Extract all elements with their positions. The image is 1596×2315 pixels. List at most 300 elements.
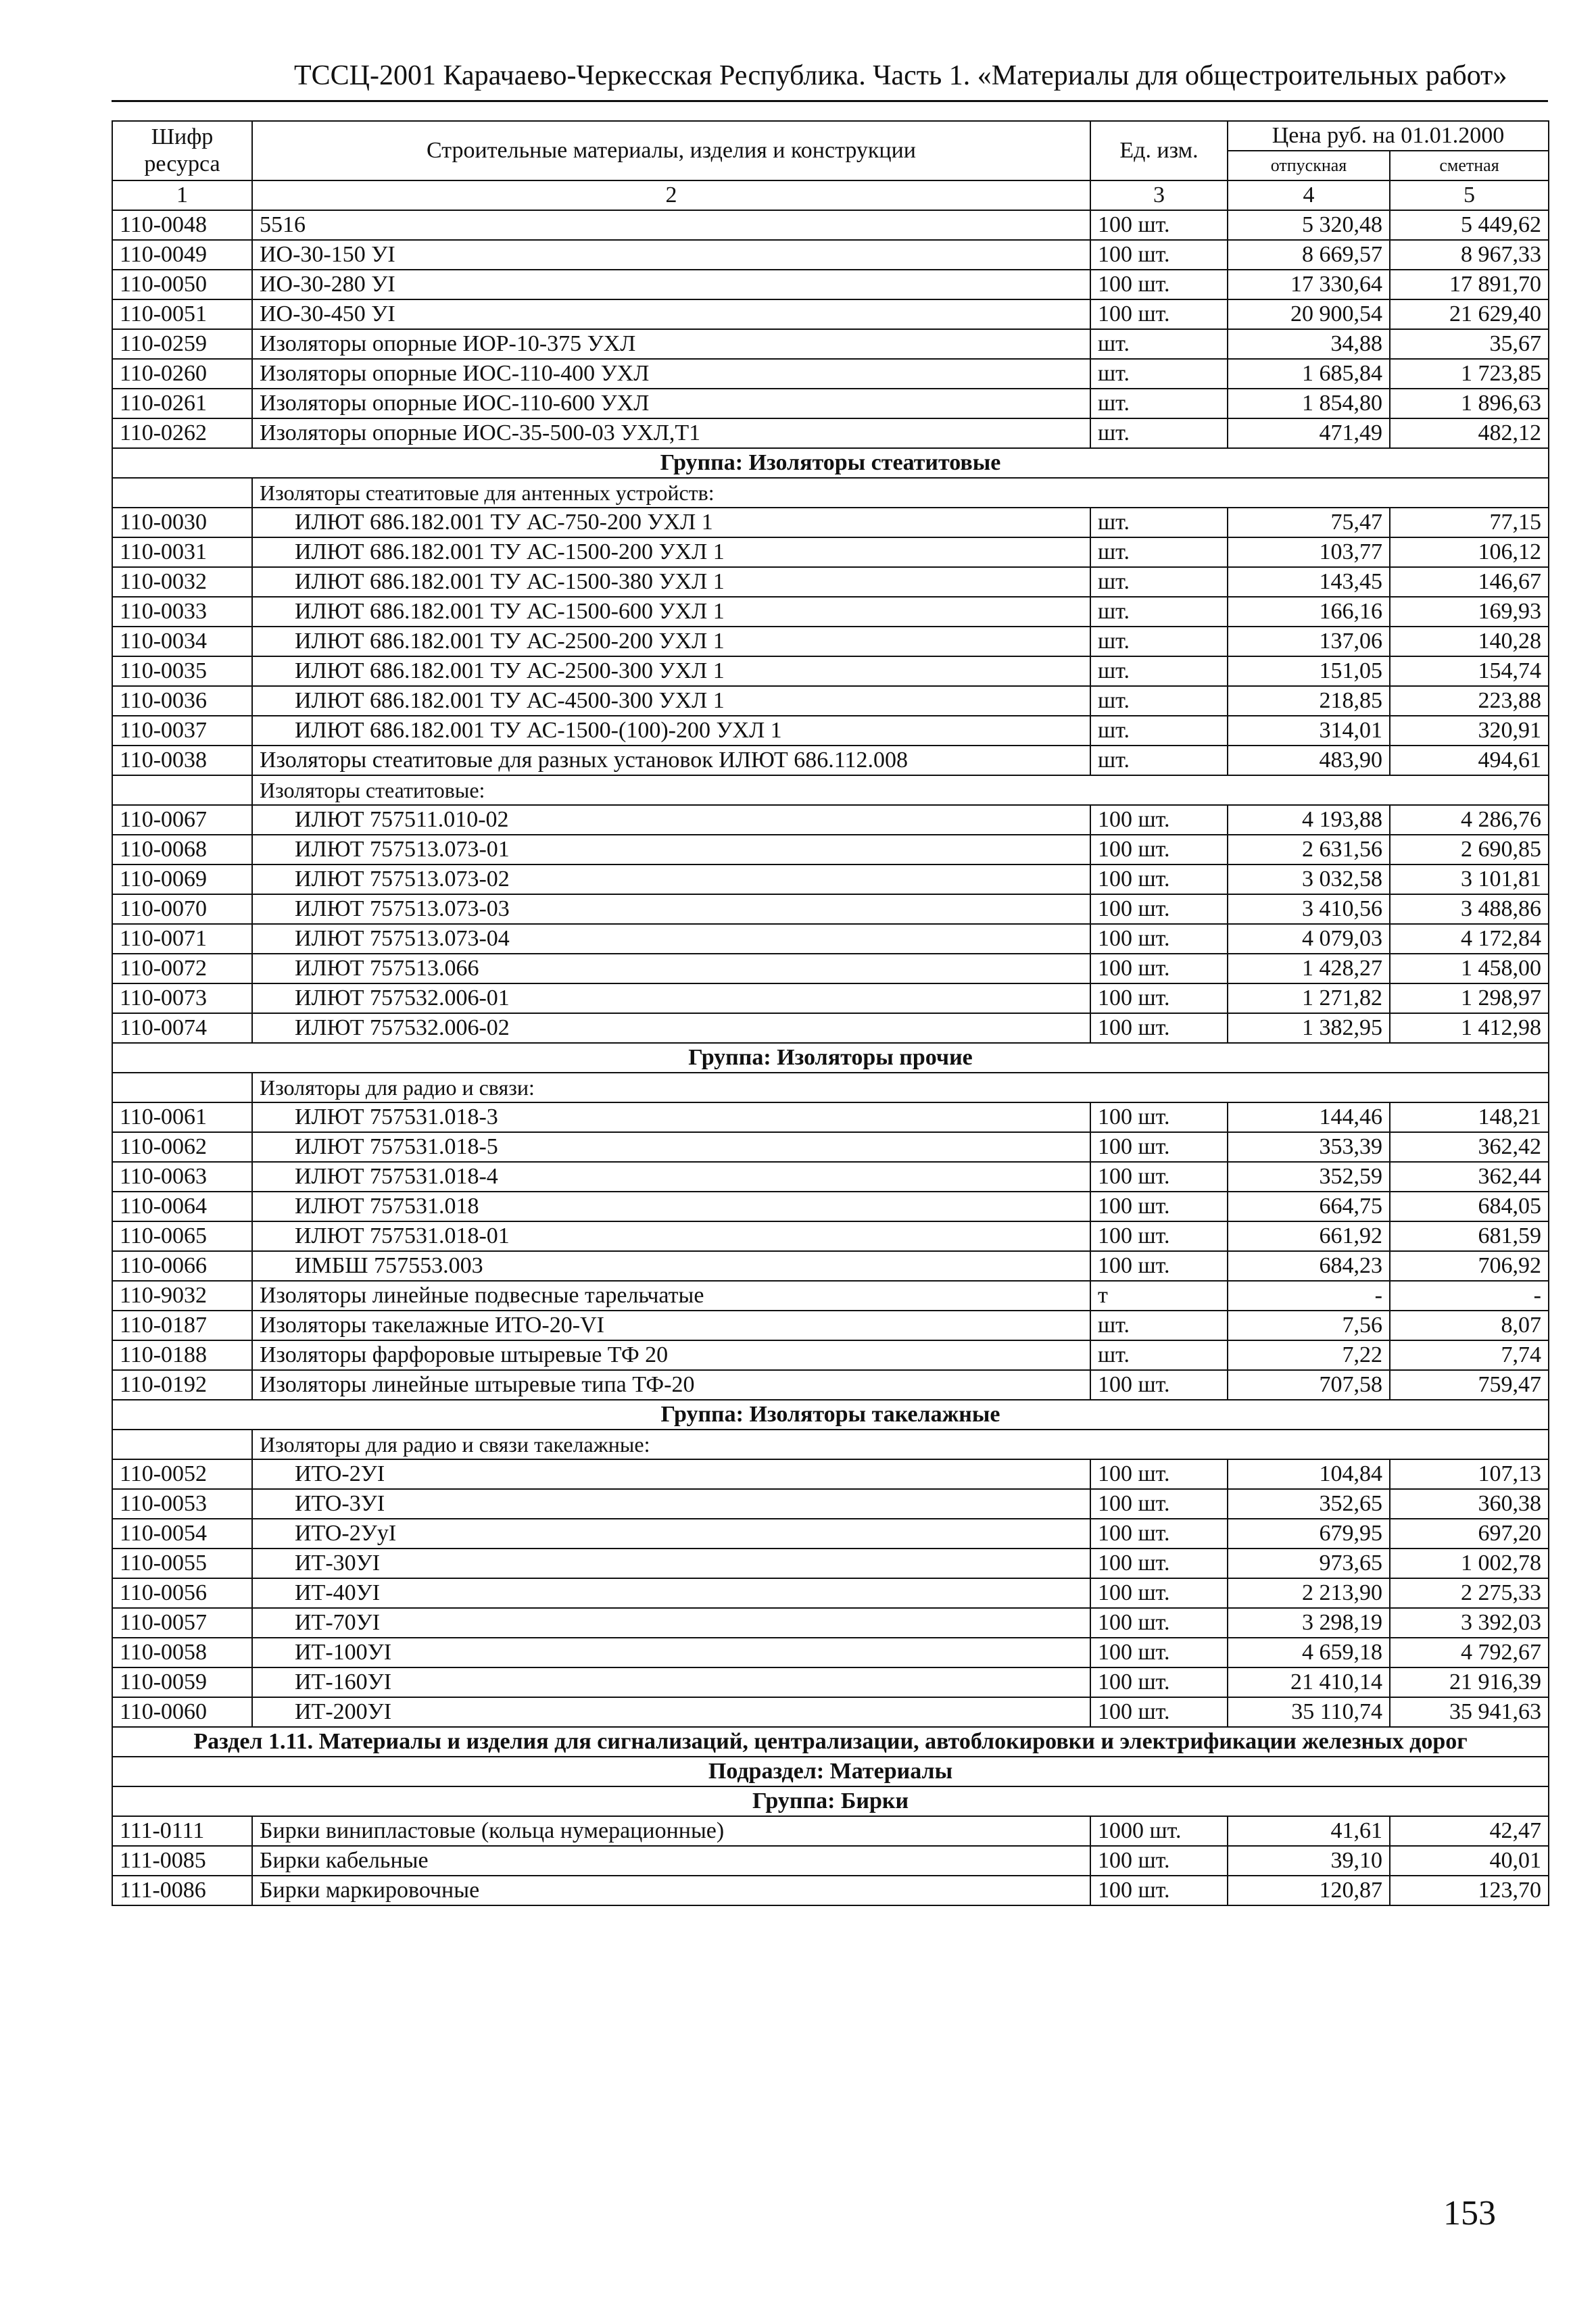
release-price: 5 320,48: [1228, 210, 1390, 240]
release-price: 39,10: [1228, 1846, 1390, 1876]
unit-cell: 100 шт.: [1090, 210, 1228, 240]
estimate-price: 706,92: [1390, 1251, 1549, 1281]
release-price: 151,05: [1228, 656, 1390, 686]
resource-code: 110-0057: [112, 1608, 252, 1638]
resource-code: 110-0054: [112, 1519, 252, 1549]
release-price: 1 271,82: [1228, 983, 1390, 1013]
estimate-price: 3 101,81: [1390, 864, 1549, 894]
unit-cell: шт.: [1090, 418, 1228, 448]
release-price: 1 854,80: [1228, 389, 1390, 418]
material-name: ИЛЮТ 686.182.001 ТУ АС-2500-200 УХЛ 1: [252, 627, 1090, 656]
table-row: [112, 983, 1549, 1013]
estimate-price: 40,01: [1390, 1846, 1549, 1876]
unit-cell: 100 шт.: [1090, 1549, 1228, 1578]
release-price: -: [1228, 1281, 1390, 1311]
release-price: 1 382,95: [1228, 1013, 1390, 1043]
resource-code: 110-0072: [112, 954, 252, 983]
material-name: ИЛЮТ 757532.006-01: [252, 983, 1090, 1013]
material-name: Бирки кабельные: [252, 1846, 1090, 1876]
unit-cell: 100 шт.: [1090, 835, 1228, 864]
estimate-price: 21 916,39: [1390, 1667, 1549, 1697]
release-price: 4 659,18: [1228, 1638, 1390, 1667]
resource-code: 110-0038: [112, 746, 252, 775]
material-name: ИТ-200УI: [252, 1697, 1090, 1727]
estimate-price: 5 449,62: [1390, 210, 1549, 240]
material-name: ИТ-40УI: [252, 1578, 1090, 1608]
estimate-price: 77,15: [1390, 508, 1549, 537]
table-row: [112, 1132, 1549, 1162]
unit-cell: 100 шт.: [1090, 1608, 1228, 1638]
unit-cell: т: [1090, 1281, 1228, 1311]
group-note-row: [112, 1430, 1549, 1459]
unit-cell: шт.: [1090, 567, 1228, 597]
group-title-row: [112, 1786, 1549, 1816]
table-row: [112, 1846, 1549, 1876]
release-price: 7,22: [1228, 1340, 1390, 1370]
unit-cell: 100 шт.: [1090, 864, 1228, 894]
group-title: Группа: Бирки: [112, 1786, 1549, 1816]
table-row: [112, 805, 1549, 835]
unit-cell: 100 шт.: [1090, 299, 1228, 329]
table-row: [112, 1667, 1549, 1697]
unit-cell: 100 шт.: [1090, 1221, 1228, 1251]
price-table: [112, 120, 1549, 1906]
material-name: ИТ-160УI: [252, 1667, 1090, 1697]
group-note: Изоляторы для радио и связи:: [252, 1073, 1549, 1102]
estimate-price: 362,42: [1390, 1132, 1549, 1162]
colnum-3: 3: [1090, 180, 1228, 210]
table-row: [112, 1816, 1549, 1846]
unit-cell: шт.: [1090, 716, 1228, 746]
table-row: [112, 864, 1549, 894]
resource-code: 110-0030: [112, 508, 252, 537]
table-row: [112, 1459, 1549, 1489]
material-name: ИТО-2УуI: [252, 1519, 1090, 1549]
estimate-price: 107,13: [1390, 1459, 1549, 1489]
table-row: [112, 656, 1549, 686]
resource-code: 110-0071: [112, 924, 252, 954]
resource-code: 110-0064: [112, 1192, 252, 1221]
estimate-price: 169,93: [1390, 597, 1549, 627]
unit-cell: 100 шт.: [1090, 270, 1228, 299]
table-row: [112, 1697, 1549, 1727]
estimate-price: 759,47: [1390, 1370, 1549, 1400]
header-rule: [112, 100, 1548, 102]
release-price: 3 298,19: [1228, 1608, 1390, 1638]
material-name: ИЛЮТ 757531.018-3: [252, 1102, 1090, 1132]
material-name: ИЛЮТ 757513.073-01: [252, 835, 1090, 864]
material-name: ИЛЮТ 757531.018-01: [252, 1221, 1090, 1251]
unit-cell: шт.: [1090, 389, 1228, 418]
release-price: 2 631,56: [1228, 835, 1390, 864]
table-row: [112, 270, 1549, 299]
material-name: ИМБШ 757553.003: [252, 1251, 1090, 1281]
table-row: [112, 299, 1549, 329]
release-price: 483,90: [1228, 746, 1390, 775]
estimate-price: 35 941,63: [1390, 1697, 1549, 1727]
table-row: [112, 1638, 1549, 1667]
resource-code: 110-0059: [112, 1667, 252, 1697]
resource-code: 110-0034: [112, 627, 252, 656]
release-price: 166,16: [1228, 597, 1390, 627]
material-name: Бирки винипластовые (кольца нумерационные): [252, 1816, 1090, 1846]
estimate-price: 482,12: [1390, 418, 1549, 448]
material-name: ИТ-30УI: [252, 1549, 1090, 1578]
estimate-price: 148,21: [1390, 1102, 1549, 1132]
group-note-row: [112, 775, 1549, 805]
release-price: 707,58: [1228, 1370, 1390, 1400]
table-row: [112, 716, 1549, 746]
estimate-price: 8,07: [1390, 1311, 1549, 1340]
release-price: 1 428,27: [1228, 954, 1390, 983]
material-name: 5516: [252, 210, 1090, 240]
estimate-price: 681,59: [1390, 1221, 1549, 1251]
table-row: [112, 1221, 1549, 1251]
release-price: 35 110,74: [1228, 1697, 1390, 1727]
unit-cell: 100 шт.: [1090, 1578, 1228, 1608]
material-name: ИЛЮТ 757513.066: [252, 954, 1090, 983]
resource-code: 110-0067: [112, 805, 252, 835]
table-row: [112, 1340, 1549, 1370]
resource-code: 110-0259: [112, 329, 252, 359]
material-name: ИТО-2УI: [252, 1459, 1090, 1489]
material-name: ИЛЮТ 686.182.001 ТУ АС-750-200 УХЛ 1: [252, 508, 1090, 537]
unit-cell: 100 шт.: [1090, 1697, 1228, 1727]
release-price: 352,65: [1228, 1489, 1390, 1519]
unit-cell: шт.: [1090, 329, 1228, 359]
unit-cell: шт.: [1090, 627, 1228, 656]
unit-cell: шт.: [1090, 537, 1228, 567]
table-row: [112, 1608, 1549, 1638]
material-name: ИО-30-450 УI: [252, 299, 1090, 329]
group-title-row: [112, 1043, 1549, 1073]
unit-cell: 100 шт.: [1090, 924, 1228, 954]
estimate-price: 140,28: [1390, 627, 1549, 656]
estimate-price: -: [1390, 1281, 1549, 1311]
table-row: [112, 389, 1549, 418]
page-number: 153: [1443, 2194, 1496, 2233]
estimate-price: 1 458,00: [1390, 954, 1549, 983]
unit-cell: 100 шт.: [1090, 1519, 1228, 1549]
colnum-2: 2: [252, 180, 1090, 210]
group-note-row: [112, 1073, 1549, 1102]
unit-cell: 100 шт.: [1090, 1489, 1228, 1519]
table-row: [112, 240, 1549, 270]
group-title-row: [112, 1400, 1549, 1430]
material-name: ИО-30-150 УI: [252, 240, 1090, 270]
release-price: 2 213,90: [1228, 1578, 1390, 1608]
estimate-price: 1 723,85: [1390, 359, 1549, 389]
table-row: [112, 894, 1549, 924]
table-row: [112, 835, 1549, 864]
release-price: 75,47: [1228, 508, 1390, 537]
estimate-price: 42,47: [1390, 1816, 1549, 1846]
material-name: ИЛЮТ 757513.073-02: [252, 864, 1090, 894]
table-row: [112, 1876, 1549, 1905]
subsection-title-row: [112, 1757, 1549, 1786]
estimate-price: 2 690,85: [1390, 835, 1549, 864]
price-table-body: [112, 121, 1549, 1905]
material-name: Изоляторы опорные ИОР-10-375 УХЛ: [252, 329, 1090, 359]
estimate-price: 106,12: [1390, 537, 1549, 567]
resource-code: 110-0031: [112, 537, 252, 567]
material-name: ИЛЮТ 686.182.001 ТУ АС-1500-200 УХЛ 1: [252, 537, 1090, 567]
group-note: Изоляторы стеатитовые:: [252, 775, 1549, 805]
resource-code: 110-0055: [112, 1549, 252, 1578]
colnum-1: 1: [112, 180, 252, 210]
table-row: [112, 418, 1549, 448]
unit-cell: 100 шт.: [1090, 894, 1228, 924]
release-price: 7,56: [1228, 1311, 1390, 1340]
release-price: 218,85: [1228, 686, 1390, 716]
estimate-price: 1 412,98: [1390, 1013, 1549, 1043]
material-name: ИТ-100УI: [252, 1638, 1090, 1667]
section-title: Раздел 1.11. Материалы и изделия для сигнализаций, централизации, автоблокировки и электрификации железных дорог: [112, 1727, 1549, 1757]
estimate-price: 21 629,40: [1390, 299, 1549, 329]
release-price: 144,46: [1228, 1102, 1390, 1132]
unit-cell: шт.: [1090, 1311, 1228, 1340]
note-spacer: [112, 478, 252, 508]
material-name: ИТО-3УI: [252, 1489, 1090, 1519]
resource-code: 110-0051: [112, 299, 252, 329]
release-price: 973,65: [1228, 1549, 1390, 1578]
unit-cell: 100 шт.: [1090, 1013, 1228, 1043]
estimate-price: 320,91: [1390, 716, 1549, 746]
unit-cell: шт.: [1090, 656, 1228, 686]
group-title-row: [112, 448, 1549, 478]
unit-cell: шт.: [1090, 597, 1228, 627]
release-price: 3 410,56: [1228, 894, 1390, 924]
material-name: ИЛЮТ 686.182.001 ТУ АС-4500-300 УХЛ 1: [252, 686, 1090, 716]
estimate-price: 223,88: [1390, 686, 1549, 716]
table-row: [112, 597, 1549, 627]
resource-code: 110-0050: [112, 270, 252, 299]
group-note: Изоляторы стеатитовые для антенных устройств:: [252, 478, 1549, 508]
unit-cell: 100 шт.: [1090, 954, 1228, 983]
material-name: ИТ-70УI: [252, 1608, 1090, 1638]
table-row: [112, 1370, 1549, 1400]
resource-code: 110-0048: [112, 210, 252, 240]
material-name: Изоляторы опорные ИОС-110-600 УХЛ: [252, 389, 1090, 418]
table-row: [112, 210, 1549, 240]
resource-code: 110-0056: [112, 1578, 252, 1608]
estimate-price: 1 896,63: [1390, 389, 1549, 418]
release-price: 3 032,58: [1228, 864, 1390, 894]
release-price: 17 330,64: [1228, 270, 1390, 299]
release-price: 679,95: [1228, 1519, 1390, 1549]
header-code: Шифр ресурса: [112, 121, 252, 180]
release-price: 21 410,14: [1228, 1667, 1390, 1697]
table-row: [112, 1013, 1549, 1043]
unit-cell: 100 шт.: [1090, 1162, 1228, 1192]
table-row: [112, 1311, 1549, 1340]
resource-code: 110-0063: [112, 1162, 252, 1192]
resource-code: 110-0261: [112, 389, 252, 418]
resource-code: 110-0036: [112, 686, 252, 716]
group-title: Группа: Изоляторы такелажные: [112, 1400, 1549, 1430]
material-name: ИЛЮТ 757513.073-03: [252, 894, 1090, 924]
release-price: 353,39: [1228, 1132, 1390, 1162]
resource-code: 110-0052: [112, 1459, 252, 1489]
group-note-row: [112, 478, 1549, 508]
estimate-price: 360,38: [1390, 1489, 1549, 1519]
subsection-title: Подраздел: Материалы: [112, 1757, 1549, 1786]
estimate-price: 2 275,33: [1390, 1578, 1549, 1608]
estimate-price: 494,61: [1390, 746, 1549, 775]
group-title: Группа: Изоляторы прочие: [112, 1043, 1549, 1073]
material-name: Изоляторы такелажные ИТО-20-VI: [252, 1311, 1090, 1340]
table-row: [112, 1192, 1549, 1221]
estimate-price: 17 891,70: [1390, 270, 1549, 299]
header-release-price: отпускная: [1228, 151, 1390, 180]
material-name: ИЛЮТ 686.182.001 ТУ АС-2500-300 УХЛ 1: [252, 656, 1090, 686]
estimate-price: 154,74: [1390, 656, 1549, 686]
table-row: [112, 537, 1549, 567]
table-row: [112, 508, 1549, 537]
release-price: 4 079,03: [1228, 924, 1390, 954]
resource-code: 110-0074: [112, 1013, 252, 1043]
release-price: 143,45: [1228, 567, 1390, 597]
unit-cell: 100 шт.: [1090, 1638, 1228, 1667]
unit-cell: 100 шт.: [1090, 1459, 1228, 1489]
estimate-price: 4 286,76: [1390, 805, 1549, 835]
material-name: Изоляторы фарфоровые штыревые ТФ 20: [252, 1340, 1090, 1370]
note-spacer: [112, 1430, 252, 1459]
table-row: [112, 686, 1549, 716]
release-price: 103,77: [1228, 537, 1390, 567]
resource-code: 111-0111: [112, 1816, 252, 1846]
release-price: 661,92: [1228, 1221, 1390, 1251]
table-row: [112, 1489, 1549, 1519]
material-name: ИЛЮТ 686.182.001 ТУ АС-1500-380 УХЛ 1: [252, 567, 1090, 597]
estimate-price: 362,44: [1390, 1162, 1549, 1192]
unit-cell: 100 шт.: [1090, 983, 1228, 1013]
resource-code: 110-0066: [112, 1251, 252, 1281]
resource-code: 110-0061: [112, 1102, 252, 1132]
resource-code: 110-0062: [112, 1132, 252, 1162]
estimate-price: 4 172,84: [1390, 924, 1549, 954]
material-name: ИО-30-280 УI: [252, 270, 1090, 299]
material-name: ИЛЮТ 757532.006-02: [252, 1013, 1090, 1043]
resource-code: 110-0065: [112, 1221, 252, 1251]
resource-code: 110-9032: [112, 1281, 252, 1311]
resource-code: 110-0032: [112, 567, 252, 597]
unit-cell: 100 шт.: [1090, 1251, 1228, 1281]
resource-code: 111-0086: [112, 1876, 252, 1905]
release-price: 684,23: [1228, 1251, 1390, 1281]
unit-cell: шт.: [1090, 1340, 1228, 1370]
unit-cell: 100 шт.: [1090, 240, 1228, 270]
section-title-row: [112, 1727, 1549, 1757]
table-row: [112, 954, 1549, 983]
release-price: 8 669,57: [1228, 240, 1390, 270]
unit-cell: 1000 шт.: [1090, 1816, 1228, 1846]
note-spacer: [112, 775, 252, 805]
group-note: Изоляторы для радио и связи такелажные:: [252, 1430, 1549, 1459]
resource-code: 110-0192: [112, 1370, 252, 1400]
resource-code: 110-0068: [112, 835, 252, 864]
resource-code: 111-0085: [112, 1846, 252, 1876]
resource-code: 110-0058: [112, 1638, 252, 1667]
resource-code: 110-0073: [112, 983, 252, 1013]
material-name: ИЛЮТ 757511.010-02: [252, 805, 1090, 835]
material-name: ИЛЮТ 757531.018-5: [252, 1132, 1090, 1162]
estimate-price: 8 967,33: [1390, 240, 1549, 270]
note-spacer: [112, 1073, 252, 1102]
table-row: [112, 1281, 1549, 1311]
table-row: [112, 1519, 1549, 1549]
release-price: 664,75: [1228, 1192, 1390, 1221]
material-name: Изоляторы опорные ИОС-110-400 УХЛ: [252, 359, 1090, 389]
material-name: Изоляторы линейные штыревые типа ТФ-20: [252, 1370, 1090, 1400]
estimate-price: 684,05: [1390, 1192, 1549, 1221]
release-price: 41,61: [1228, 1816, 1390, 1846]
resource-code: 110-0037: [112, 716, 252, 746]
resource-code: 110-0070: [112, 894, 252, 924]
table-header-row: [112, 121, 1549, 151]
unit-cell: 100 шт.: [1090, 1370, 1228, 1400]
estimate-price: 146,67: [1390, 567, 1549, 597]
material-name: ИЛЮТ 757531.018-4: [252, 1162, 1090, 1192]
table-row: [112, 1578, 1549, 1608]
material-name: ИЛЮТ 686.182.001 ТУ АС-1500-600 УХЛ 1: [252, 597, 1090, 627]
resource-code: 110-0262: [112, 418, 252, 448]
table-row: [112, 1102, 1549, 1132]
unit-cell: шт.: [1090, 686, 1228, 716]
estimate-price: 1 298,97: [1390, 983, 1549, 1013]
unit-cell: шт.: [1090, 746, 1228, 775]
column-number-row: [112, 180, 1549, 210]
header-price: Цена руб. на 01.01.2000: [1228, 121, 1549, 151]
group-title: Группа: Изоляторы стеатитовые: [112, 448, 1549, 478]
release-price: 352,59: [1228, 1162, 1390, 1192]
estimate-price: 123,70: [1390, 1876, 1549, 1905]
release-price: 471,49: [1228, 418, 1390, 448]
table-row: [112, 1162, 1549, 1192]
release-price: 1 685,84: [1228, 359, 1390, 389]
release-price: 120,87: [1228, 1876, 1390, 1905]
resource-code: 110-0049: [112, 240, 252, 270]
estimate-price: 697,20: [1390, 1519, 1549, 1549]
material-name: Изоляторы опорные ИОС-35-500-03 УХЛ,Т1: [252, 418, 1090, 448]
resource-code: 110-0060: [112, 1697, 252, 1727]
estimate-price: 4 792,67: [1390, 1638, 1549, 1667]
table-row: [112, 627, 1549, 656]
unit-cell: 100 шт.: [1090, 1192, 1228, 1221]
estimate-price: 3 488,86: [1390, 894, 1549, 924]
unit-cell: 100 шт.: [1090, 805, 1228, 835]
page-header: ТССЦ-2001 Карачаево-Черкесская Республика. Часть 1. «Материалы для общестроительных работ»: [294, 60, 1507, 91]
estimate-price: 35,67: [1390, 329, 1549, 359]
estimate-price: 1 002,78: [1390, 1549, 1549, 1578]
release-price: 20 900,54: [1228, 299, 1390, 329]
unit-cell: шт.: [1090, 359, 1228, 389]
estimate-price: 3 392,03: [1390, 1608, 1549, 1638]
material-name: ИЛЮТ 757513.073-04: [252, 924, 1090, 954]
resource-code: 110-0033: [112, 597, 252, 627]
unit-cell: 100 шт.: [1090, 1102, 1228, 1132]
unit-cell: 100 шт.: [1090, 1876, 1228, 1905]
table-row: [112, 359, 1549, 389]
release-price: 4 193,88: [1228, 805, 1390, 835]
material-name: Изоляторы линейные подвесные тарельчатые: [252, 1281, 1090, 1311]
material-name: Изоляторы стеатитовые для разных установок ИЛЮТ 686.112.008: [252, 746, 1090, 775]
release-price: 137,06: [1228, 627, 1390, 656]
material-name: Бирки маркировочные: [252, 1876, 1090, 1905]
resource-code: 110-0053: [112, 1489, 252, 1519]
unit-cell: 100 шт.: [1090, 1132, 1228, 1162]
header-unit: Ед. изм.: [1090, 121, 1228, 180]
